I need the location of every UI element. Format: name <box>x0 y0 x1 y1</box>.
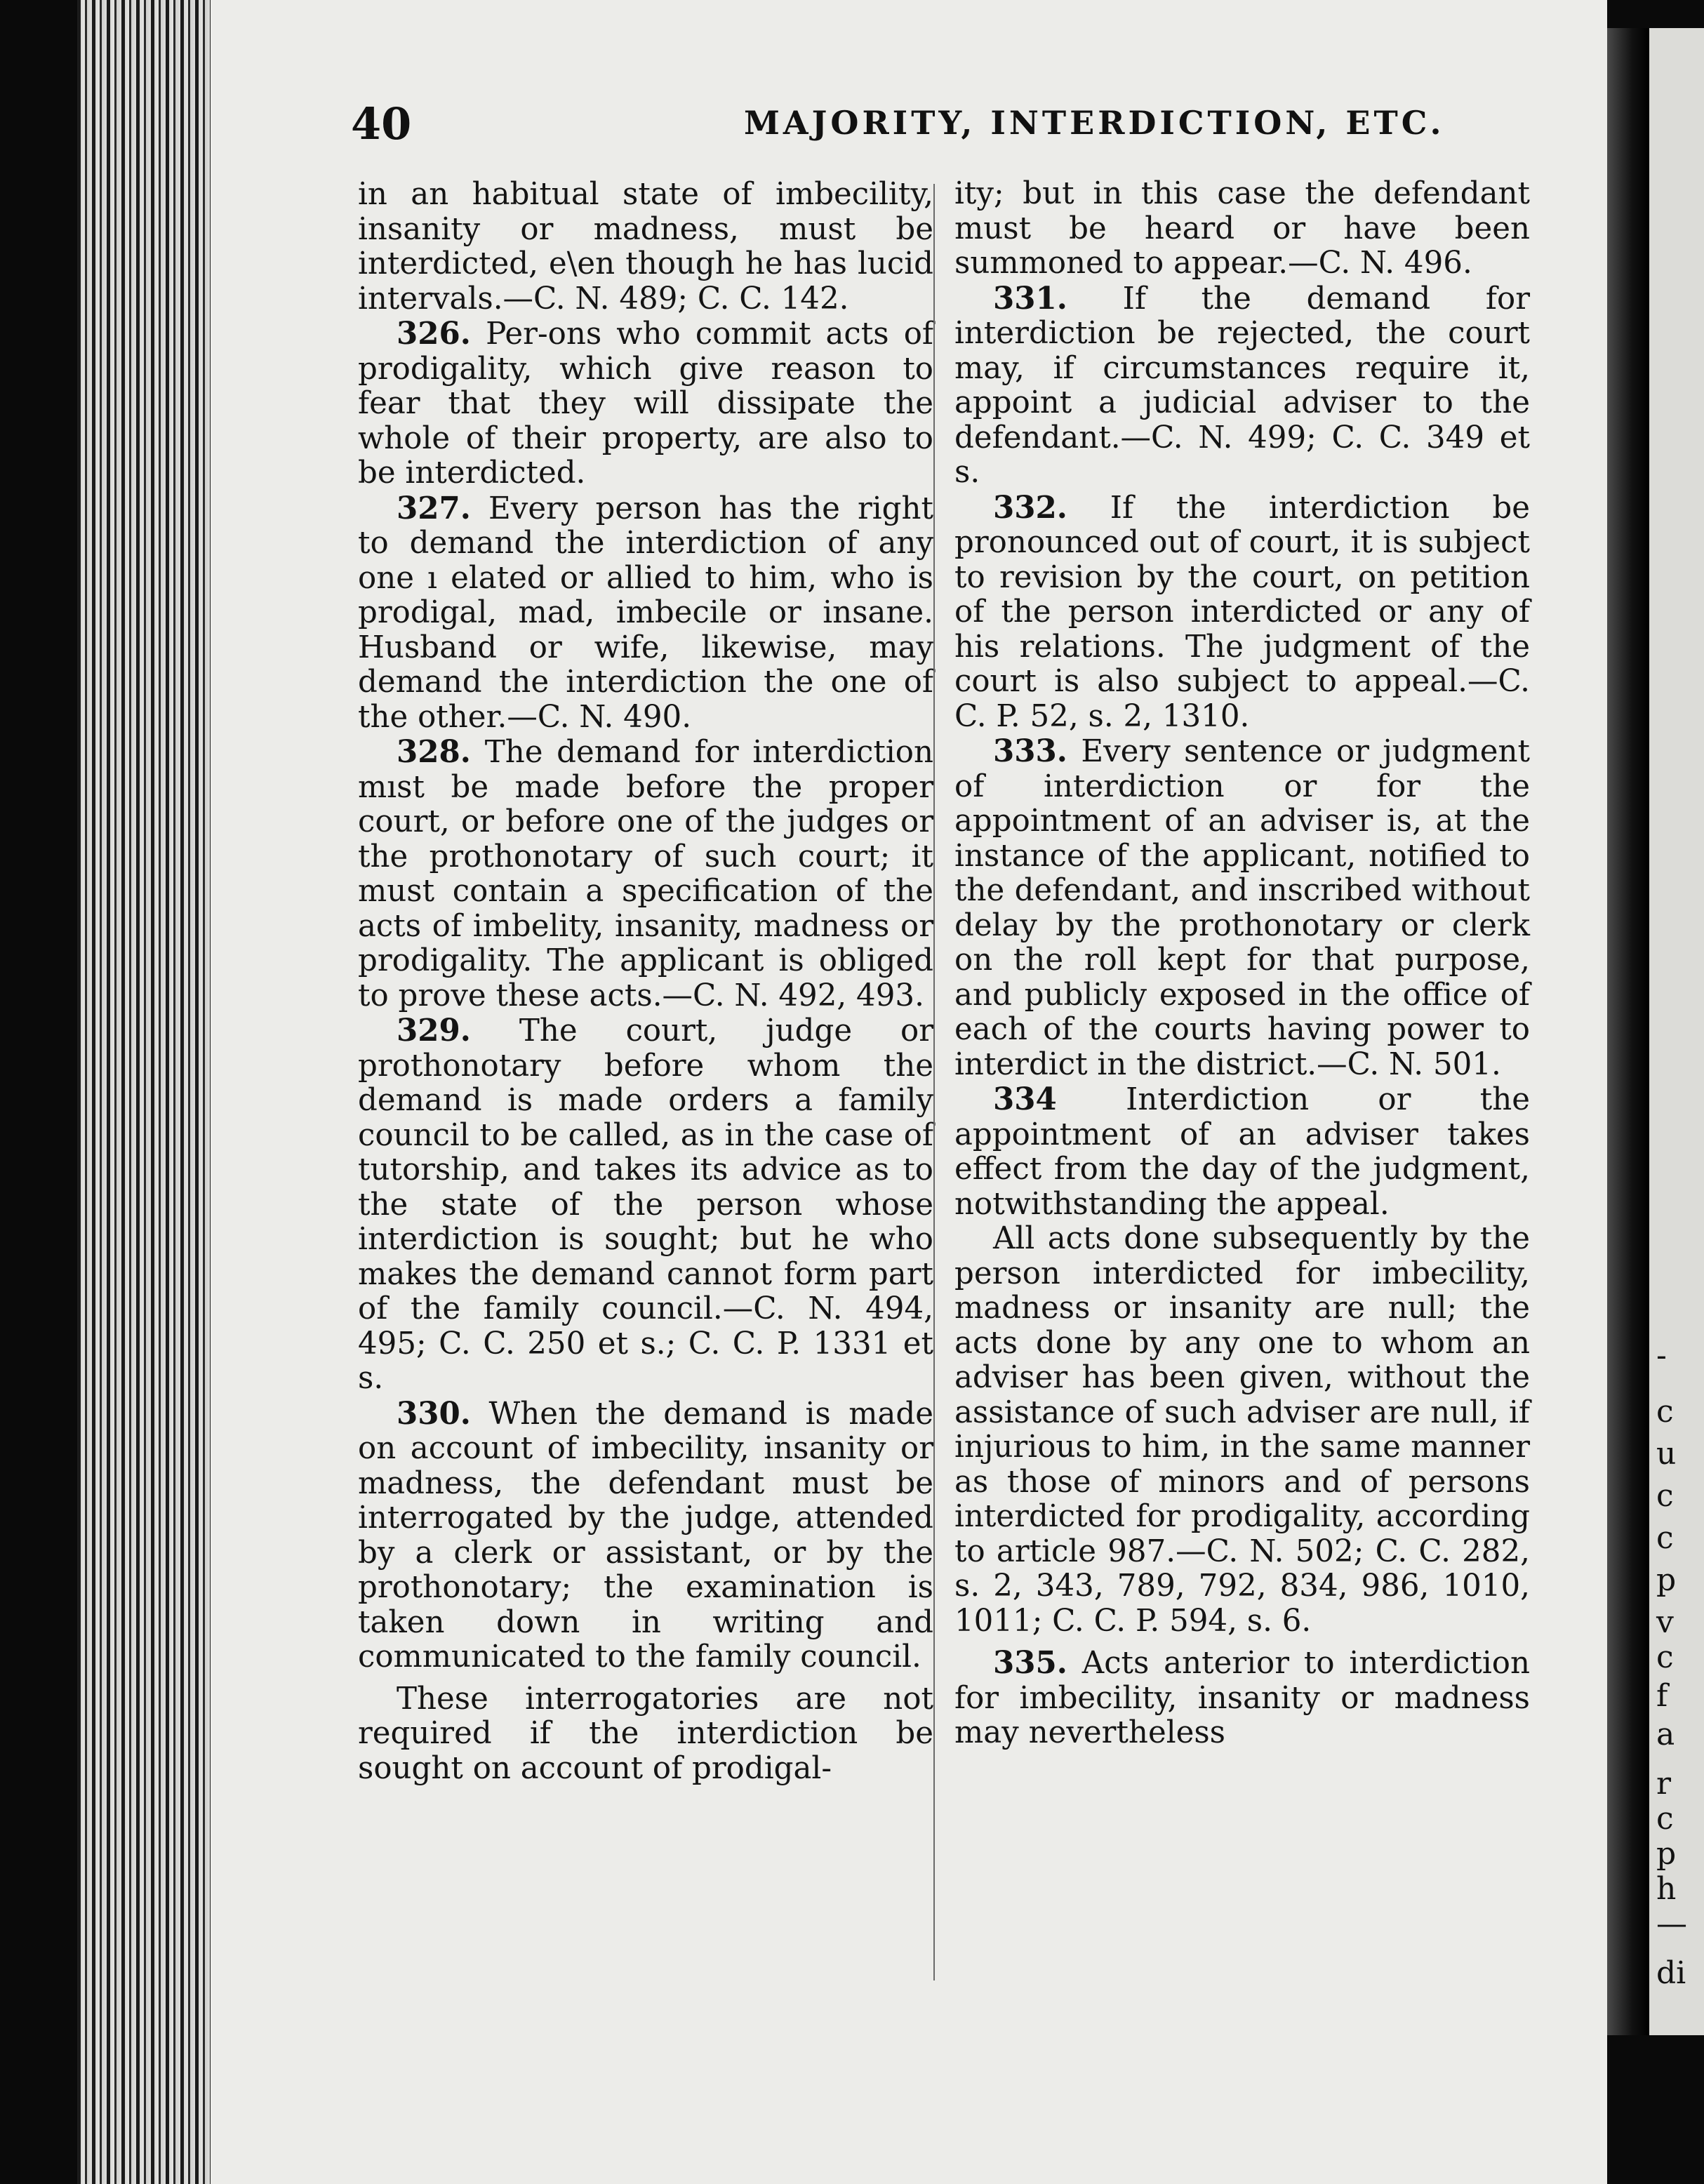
article-number: 334 <box>993 1081 1057 1117</box>
paragraph: in an habitual state of imbecility, insanity or madness, must be interdicted, e\en though he has lucid intervals.—C. N. 489; C. C. 142. <box>358 177 933 317</box>
article-number: 327. <box>397 490 471 526</box>
article-number: 326. <box>397 316 471 352</box>
article-text: Every person has the right to demand the interdiction of any one ı elated or allied to him, who is prodigal, mad, imbecile or insane. Husband or wife, likewise, may demand the interdiction the one of the other.—C. N. 490. <box>358 491 933 735</box>
column-divider <box>933 184 935 1980</box>
paragraph: All acts done subsequently by the person interdicted for imbecility, madness or insanity are null; the acts done by any one to whom an adviser has been given, without the assistance of such adviser are null, if injurious to him, in the same manner as those of minors and of persons interdicted for prodigality, according to article 987.—C. N. 502; C. C. 282, s. 2, 343, 789, 792, 834, 986, 1010, 1011; C. C. P. 594, s. 6. <box>954 1221 1530 1639</box>
article-text: Acts anterior to interdiction for imbecility, insanity or madness may nevertheless <box>954 1646 1531 1750</box>
gutter-shadow <box>1607 28 1649 2035</box>
text-fragment: c <box>1656 1801 1674 1837</box>
article-number: 329. <box>397 1013 471 1048</box>
text-fragment: p <box>1656 1836 1677 1872</box>
page-header <box>351 98 1474 154</box>
article-number: 335. <box>993 1645 1067 1681</box>
text-fragment: a <box>1656 1717 1675 1752</box>
article-335 <box>954 1646 1530 1751</box>
page-number: 40 <box>351 98 412 149</box>
text-fragment: p <box>1656 1562 1677 1598</box>
text-fragment: c <box>1656 1520 1674 1556</box>
article-text: Per-ons who commit acts of prodigality, which give reason to fear that they will dissipate the whole of their property, are also to be interdicted. <box>358 317 933 491</box>
text-fragment: h <box>1656 1871 1677 1907</box>
article-number: 330. <box>397 1395 471 1432</box>
article-text: If the demand for interdiction be rejected, the court may, if circumstances require it, appoint a judicial adviser to the defendant.—C. N. 499; C. C. 349 et s. <box>954 281 1530 490</box>
article-text: Every sentence or judgment of interdiction or for the appointment of an adviser is, at the instance of the applicant, notified to the defendant, and inscribed without delay by the prothonotary or clerk on the roll kept for that purpose, and publicly exposed in the office of each of the courts having power to interdict in the district.—C. N. 501. <box>954 734 1530 1082</box>
text-fragment: u <box>1656 1436 1677 1472</box>
article-330 <box>358 1397 933 1675</box>
text-fragment: - <box>1656 1338 1667 1373</box>
article-number: 333. <box>993 733 1067 769</box>
next-page-edge <box>1649 28 1704 2035</box>
article-333 <box>954 734 1530 1082</box>
article-number: 328. <box>397 734 471 770</box>
left-column <box>358 177 933 1786</box>
article-text: Interdiction or the appointment of an adviser takes effect from the day of the judgment, notwithstanding the appeal. <box>954 1082 1530 1222</box>
article-327 <box>358 491 933 735</box>
article-331 <box>954 281 1530 491</box>
book-page <box>211 0 1607 2184</box>
article-text: The court, judge or prothonotary before whom the demand is made orders a family council to be called, as in the case of tutorship, and takes its advice as to the state of the person whose interdiction is sought; but he who makes the demand cannot form part of the family council.—C. N. 494, 495; C. C. 250 et s.; C. C. P. 1331 et s. <box>358 1013 933 1396</box>
article-text: If the interdiction be pronounced out of court, it is subject to revision by the court, on petition of the person interdicted or any of his relations. The judgment of the court is also subject to appeal.—C. C. P. 52, s. 2, 1310. <box>954 490 1531 734</box>
text-fragment: di <box>1656 1955 1686 1991</box>
article-326 <box>358 317 933 491</box>
text-fragment: c <box>1656 1478 1674 1514</box>
article-328 <box>358 735 933 1013</box>
text-fragment: r <box>1656 1766 1672 1802</box>
running-head: MAJORITY, INTERDICTION, ETC. <box>744 104 1445 142</box>
text-fragment: v <box>1656 1604 1674 1640</box>
article-332 <box>954 491 1530 735</box>
text-fragment: c <box>1656 1394 1674 1430</box>
page-edge-stack <box>77 0 211 2184</box>
article-329 <box>358 1013 933 1397</box>
article-text: The demand for interdiction mıst be made before the proper court, or before one of the judges or the prothonotary of such court; it must contain a specification of the acts of imbelity, insanity, madness or prodigality. The applicant is obliged to prove these acts.—C. N. 492, 493. <box>358 735 934 1013</box>
right-column <box>954 177 1530 1751</box>
article-number: 331. <box>993 280 1067 317</box>
text-fragment: f <box>1656 1678 1668 1714</box>
article-text: When the demand is made on account of imbecility, insanity or madness, the defendant must be interrogated by the judge, attended by a clerk or assistant, or by the prothonotary; the examination is taken down in writing and communicated to the family council. <box>358 1396 934 1674</box>
text-fragment: c <box>1656 1639 1674 1675</box>
paragraph: ity; but in this case the defendant must be heard or have been summoned to appear.—C. N. 496. <box>954 176 1530 281</box>
paragraph: These interrogatories are not required if the interdiction be sought on account of prodigal- <box>358 1681 933 1786</box>
article-number: 332. <box>993 489 1067 526</box>
article-334 <box>954 1082 1530 1222</box>
text-fragment: — <box>1656 1906 1687 1942</box>
